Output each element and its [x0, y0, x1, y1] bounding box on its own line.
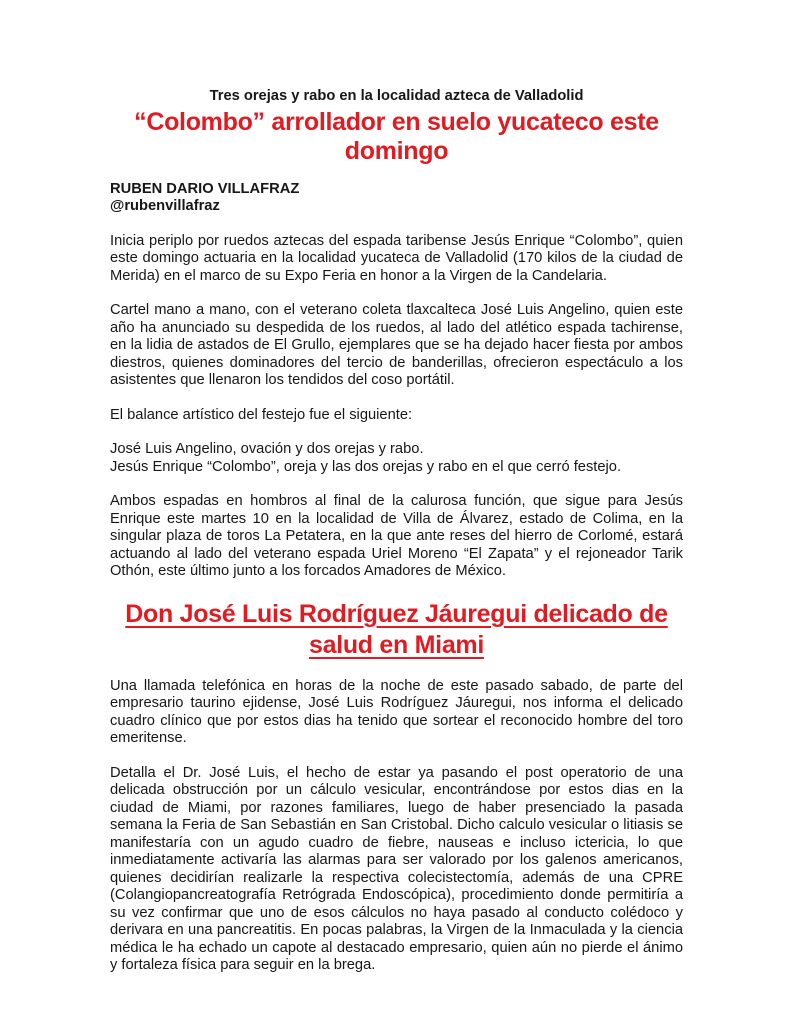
byline-author-name: RUBEN DARIO VILLAFRAZ	[110, 180, 300, 197]
paragraph-intro: Inicia periplo por ruedos aztecas del espada taribense Jesús Enrique “Colombo”, quien este domingo actuaria en la localidad yucateca de Valladolid (170 kilos de la ciudad de Merida) en el marco de su Expo Feria en honor a la Virgen de la Candelaria.	[110, 232, 683, 284]
result-line-angelino: José Luis Angelino, ovación y dos orejas y rabo.	[110, 441, 424, 457]
byline-author-handle: @rubenvillafraz	[110, 198, 220, 214]
byline-block	[110, 181, 683, 216]
paragraph-detalle-medico: Detalla el Dr. José Luis, el hecho de estar ya pasando el post operatorio de una delicada obstrucción por un cálculo vesicular, encontrándose por estos dias en la ciudad de Miami, por razones familiares, luego de haber presenciado la pasada semana la Feria de San Sebastián en San Cristobal. Dicho calculo vesicular o litiasis se manifestaría con un agudo cuadro de fiebre, nauseas e incluso ictericia, lo que inmediatamente activaría las alarmas para ser valorado por los galenos americanos, quienes decidirían realizarle la respectiva colecistectomía, además de una CPRE (Colangiopancreatografía Retrógrada Endoscópica), procedimiento donde permitiría a su vez confirmar que uno de esos cálculos no haya pasado al conducto colédoco y derivara en una pancreatitis. En pocas palabras, la Virgen de la Inmaculada y la ciencia médica le ha echado un capote al destacado empresario, quien aún no pierde el ánimo y fortaleza física para seguir en la brega.	[110, 764, 683, 973]
paragraph-cartel: Cartel mano a mano, con el veterano coleta tlaxcalteca José Luis Angelino, quien este año ha anunciado su despedida de los ruedos, al lado del atlético espada tachirense, en la lidia de astados de El Grullo, ejemplares que se ha dejado hacer fiesta por ambos diestros, quienes dominadores del tercio de banderillas, ofrecieron espectáculo a los asistentes que llenaron los tendidos del coso portátil.	[110, 302, 683, 388]
kicker-line: Tres orejas y rabo en la localidad azteca de Valladolid	[209, 88, 584, 104]
article-headline-colombo: “Colombo” arrollador en suelo yucateco este domingo	[134, 107, 659, 165]
paragraph-llamada: Una llamada telefónica en horas de la noche de este pasado sabado, de parte del empresario taurino ejidense, José Luis Rodríguez Jáuregui, nos informa el delicado cuadro clínico que por estos dias ha tenido que sortear el reconocido hombre del toro emeritense.	[110, 677, 683, 746]
results-list	[110, 441, 683, 476]
result-line-colombo: Jesús Enrique “Colombo”, oreja y las dos orejas y rabo en el que cerró festejo.	[110, 458, 622, 475]
paragraph-balance-intro: El balance artístico del festejo fue el siguiente:	[110, 406, 413, 423]
article-headline-salud: Don José Luis Rodríguez Jáuregui delicado de salud en Miami	[125, 599, 668, 659]
paragraph-closing: Ambos espadas en hombros al final de la calurosa función, que sigue para Jesús Enrique este martes 10 en la localidad de Villa de Álvarez, estado de Colima, en la singular plaza de toros La Petatera, en la que ante reses del hierro de Corlomé, estará actuando al lado del veterano espada Uriel Moreno “El Zapata” y el rejoneador Tarik Othón, este último junto a los forcados Amadores de México.	[110, 493, 683, 579]
